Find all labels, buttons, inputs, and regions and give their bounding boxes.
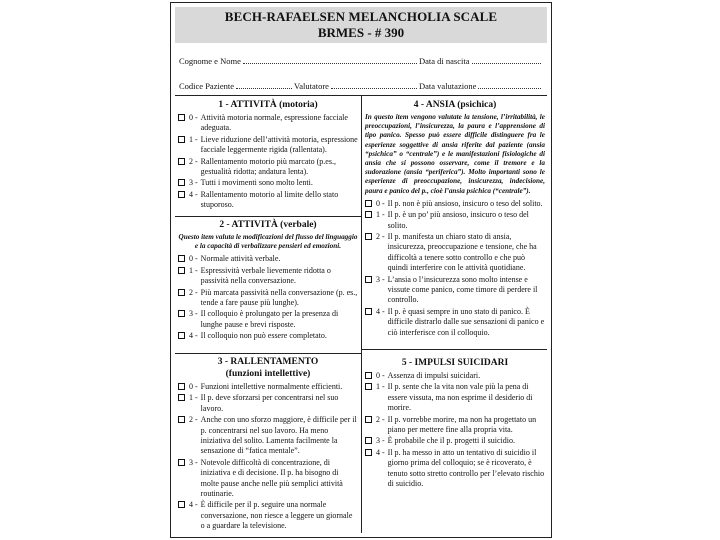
checkbox[interactable] xyxy=(178,114,185,121)
checkbox[interactable] xyxy=(178,267,185,274)
evaluation-field-row xyxy=(179,80,543,91)
checkbox[interactable] xyxy=(178,459,185,466)
checkbox[interactable] xyxy=(365,383,372,390)
option-number: 1 - xyxy=(376,210,385,220)
option-text: Espressività verbale lievemente ridotta o passività nella conversazione. xyxy=(200,265,331,286)
option-text: Il colloquio è prolungato per la presenza di lunghe pause e brevi risposte. xyxy=(200,309,339,329)
birthdate-label: Data di nascita xyxy=(419,56,470,66)
option-text: Il p. sente che la vita non vale più la pena di essere vissuta, ma non esprime il desiderio di morire. xyxy=(387,382,533,413)
option-text: È probabile che il p. progetti il suicidio. xyxy=(387,436,515,446)
section-title: 4 - ANSIA (psichica) xyxy=(413,100,497,110)
option-number: 2 - xyxy=(189,287,198,297)
option-number: 2 - xyxy=(376,414,385,424)
patient-code-field[interactable] xyxy=(179,80,294,91)
section-activity-verbal xyxy=(178,219,358,343)
name-line[interactable] xyxy=(243,55,417,64)
option-number: 3 - xyxy=(189,457,198,467)
checkbox[interactable] xyxy=(365,372,372,379)
option-number: 2 - xyxy=(189,415,198,425)
option-number: 0 - xyxy=(189,113,198,122)
option-text: Il p. non è più ansioso, insicuro o teso del solito. xyxy=(387,198,543,208)
option-item[interactable] xyxy=(178,135,358,156)
section-activity-motor xyxy=(178,99,358,212)
option-number: 4 - xyxy=(189,189,198,199)
option-item[interactable] xyxy=(365,448,545,490)
option-item[interactable] xyxy=(365,371,545,381)
birthdate-field[interactable] xyxy=(419,55,543,66)
option-item[interactable] xyxy=(178,415,358,457)
option-item[interactable] xyxy=(178,382,358,392)
section-anxiety xyxy=(365,99,545,339)
option-number: 1 - xyxy=(189,265,198,275)
option-number: 0 - xyxy=(189,382,198,391)
option-item[interactable] xyxy=(178,309,358,330)
option-item[interactable] xyxy=(365,210,545,231)
checkbox[interactable] xyxy=(365,200,372,207)
option-number: 3 - xyxy=(189,178,198,188)
section-title: 5 - IMPULSI SUICIDARI xyxy=(401,358,509,368)
option-number: 3 - xyxy=(376,274,385,284)
rater-field[interactable] xyxy=(294,80,419,91)
column-divider xyxy=(361,95,362,533)
option-number: 4 - xyxy=(376,306,385,316)
option-item[interactable] xyxy=(365,275,545,306)
checkbox[interactable] xyxy=(178,191,185,198)
option-number: 2 - xyxy=(376,232,385,242)
option-text: Normale attività verbale. xyxy=(200,254,281,264)
option-text: Rallentamento motorio più marcato (p.es., gestualità ridotta; andatura lenta). xyxy=(200,156,336,177)
option-text: Assenza di impulsi suicidari. xyxy=(387,371,481,380)
checkbox[interactable] xyxy=(178,179,185,186)
option-text: Rallentamento motorio al limite dello stato stuporoso. xyxy=(200,189,339,210)
option-number: 3 - xyxy=(189,309,198,319)
option-item[interactable] xyxy=(365,199,545,209)
option-item[interactable] xyxy=(178,113,358,134)
evaluation-date-line[interactable] xyxy=(478,80,541,89)
option-text: Il p. manifesta un chiaro stato di ansia, insicurezza, preoccupazione e tensione, che ha difficoltà a tenere sotto controllo e che può quindi interferire con le attività quotidiane. xyxy=(387,232,537,273)
option-text: Il p. vorrebbe morire, ma non ha progettato un piano per mettere fine alla propria vita. xyxy=(387,414,537,435)
section-subtitle: (funzioni intellettive) xyxy=(225,369,311,379)
option-number: 0 - xyxy=(376,371,385,380)
section-title: 1 - ATTIVITÀ (motoria) xyxy=(218,100,318,110)
patient-code-label: Codice Paziente xyxy=(179,81,234,91)
option-item[interactable] xyxy=(178,288,358,309)
checkbox[interactable] xyxy=(178,394,185,401)
option-item[interactable] xyxy=(178,190,358,211)
option-text: Il p. deve sforzarsi per concentrarsi nel suo lavoro. xyxy=(200,393,339,413)
checkbox[interactable] xyxy=(365,308,372,315)
evaluation-date-label: Data valutazione xyxy=(419,81,477,91)
checkbox[interactable] xyxy=(178,255,185,262)
option-text: Il colloquio non può essere completato. xyxy=(200,331,327,341)
option-number: 1 - xyxy=(189,393,198,403)
checkbox[interactable] xyxy=(178,383,185,390)
checkbox[interactable] xyxy=(178,158,185,165)
option-number: 1 - xyxy=(376,382,385,392)
option-text: Il p. ha messo in atto un tentativo di suicidio il giorno prima del colloquio; se è ricoverato, è tenuto sotto stretto controllo per l’elevato rischio di suicidio. xyxy=(387,447,545,489)
option-text: L’ansia o l’insicurezza sono molto intense e vissute come panico, come timore di perdere il controllo. xyxy=(387,274,538,305)
option-item[interactable] xyxy=(365,307,545,338)
option-text: Tutti i movimenti sono molto lenti. xyxy=(200,178,313,188)
option-number: 3 - xyxy=(376,436,385,446)
option-item[interactable] xyxy=(178,500,358,531)
option-item[interactable] xyxy=(365,436,545,446)
option-item[interactable] xyxy=(178,393,358,414)
name-field[interactable] xyxy=(179,55,419,66)
option-item[interactable] xyxy=(365,415,545,436)
option-item[interactable] xyxy=(178,458,358,500)
option-text: Più marcata passività nella conversazione (p. es., tende a fare pause più lunghe). xyxy=(200,287,358,308)
option-item[interactable] xyxy=(178,331,358,341)
scale-title: BECH-RAFAELSEN MELANCHOLIA SCALE xyxy=(224,9,498,24)
name-label: Cognome e Nome xyxy=(179,56,241,66)
option-text: Lieve riduzione dell’attività motoria, espressione facciale leggermente rigida (rallentata). xyxy=(200,134,358,155)
option-number: 0 - xyxy=(189,254,198,264)
option-number: 0 - xyxy=(376,198,385,208)
rater-label: Valutatore xyxy=(294,81,329,91)
option-number: 4 - xyxy=(189,500,198,510)
checkbox[interactable] xyxy=(365,276,372,283)
section-divider xyxy=(361,349,547,350)
option-item[interactable] xyxy=(178,254,358,264)
option-item[interactable] xyxy=(178,157,358,178)
rater-line[interactable] xyxy=(331,80,417,89)
section-divider xyxy=(175,216,361,217)
checkbox[interactable] xyxy=(178,289,185,296)
option-text: Funzioni intellettive normalmente efficienti. xyxy=(200,382,343,391)
birthdate-line[interactable] xyxy=(472,55,541,64)
option-item[interactable] xyxy=(178,266,358,287)
section-divider xyxy=(175,353,361,354)
section-intro: Questo item valuta le modificazioni del flusso del linguaggio e la capacità di verbalizzare pensieri ed emozioni. xyxy=(178,233,358,251)
option-number: 4 - xyxy=(376,447,385,457)
option-text: È difficile per il p. seguire una normale conversazione, non riesce a leggere un giornale o a guardare la televisione. xyxy=(200,500,353,531)
checkbox[interactable] xyxy=(365,437,372,444)
option-item[interactable] xyxy=(365,382,545,413)
option-item[interactable] xyxy=(365,232,545,274)
option-text: Anche con uno sforzo maggiore, è difficile per il p. concentrarsi nel suo lavoro. Ha meno iniziativa del solito. Lamenta facilmente la sensazione di “fatica mentale”. xyxy=(200,415,357,456)
option-item[interactable] xyxy=(178,178,358,188)
section-suicidal-impulses xyxy=(365,357,545,490)
scale-code: BRMES - # 390 xyxy=(317,25,405,40)
checkbox[interactable] xyxy=(178,332,185,339)
section-slowing xyxy=(178,356,358,533)
checkbox[interactable] xyxy=(365,211,372,218)
option-text: Attività motoria normale, espressione facciale adeguata. xyxy=(200,113,348,133)
checkbox[interactable] xyxy=(178,501,185,508)
option-number: 4 - xyxy=(189,331,198,341)
evaluation-date-field[interactable] xyxy=(419,80,543,91)
checkbox[interactable] xyxy=(365,233,372,240)
section-intro: In questo item vengono valutate la tensione, l’irritabilità, le preoccupazioni, l’insicurezza, la paura e l’apprensione di tipo panico. Spesso può essere difficile distinguere fra le esperienze soggettive di ansia riferite dal paziente (ansia “psichica” o “centrale”) e le manifestazioni fisiologiche di ansia che si possono osservare, come il tremore e la sudorazione (ansia “periferica”). Molto importanti sono le esperienze di preoccupazione, insicurezza, indecisione, paura e panico del p., cioè l’ansia psichica (“centrale”). xyxy=(365,113,545,195)
checkbox[interactable] xyxy=(178,416,185,423)
option-number: 1 - xyxy=(189,134,198,144)
checkbox[interactable] xyxy=(178,310,185,317)
checkbox[interactable] xyxy=(365,449,372,456)
rating-scale-sheet xyxy=(170,2,552,538)
title-header xyxy=(175,7,547,43)
option-number: 2 - xyxy=(189,156,198,166)
option-text: Il p. è un po’ più ansioso, insicuro o teso del solito. xyxy=(387,210,529,230)
section-title: 3 - RALLENTAMENTO xyxy=(217,357,319,367)
checkbox[interactable] xyxy=(365,416,372,423)
option-text: Notevole difficoltà di concentrazione, di iniziativa e di decisione. Il p. ha bisogno di molte pause anche nelle più semplici attività routinarie. xyxy=(200,457,343,499)
option-text: Il p. è quasi sempre in uno stato di panico. È difficile distrarlo dalle sue sensazioni di panico e ciò interferisce con il colloquio. xyxy=(387,306,545,337)
patient-code-line[interactable] xyxy=(236,80,292,89)
section-title: 2 - ATTIVITÀ (verbale) xyxy=(219,220,317,230)
checkbox[interactable] xyxy=(178,136,185,143)
patient-field-row xyxy=(179,55,543,66)
